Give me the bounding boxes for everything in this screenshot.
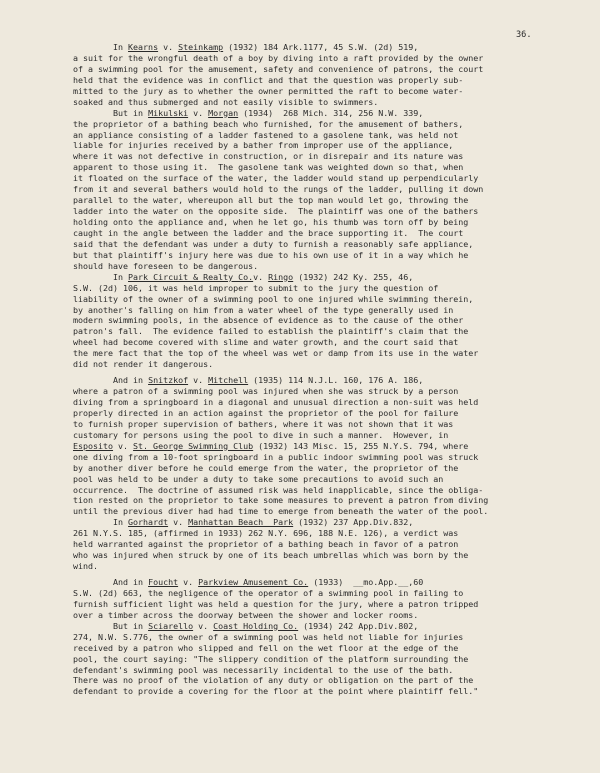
text-segment: parallel to the water, whereupon all but the top man would let go, throwing the <box>73 195 469 206</box>
case-name: Parkview Amusement Co. <box>198 577 309 587</box>
text-segment: an appliance consisting of a ladder fastened to a gasolene tank, was held not <box>73 129 459 140</box>
text-segment: apparent to those using it. The gasolene tank was weighted down so that, when <box>73 162 464 173</box>
text-line <box>73 386 543 397</box>
text-segment: mitted to the jury as to whether the owner permitted the raft to become water- <box>73 85 464 96</box>
text-line <box>73 632 543 643</box>
text-segment: v. <box>168 517 189 528</box>
text-line <box>73 228 543 239</box>
text-segment: pool, the court saying: "The slippery condition of the platform surrounding the <box>73 653 469 664</box>
text-segment: occurrence. The doctrine of assumed risk was held inapplicable, since the obliga- <box>73 484 484 495</box>
case-name: Foucht <box>148 577 179 587</box>
text-segment: who was injured when struck by one of its beach umbrellas which was born by the <box>73 550 469 561</box>
text-segment: tion rested on the proprietor to take some measures to prevent a patron from diving <box>73 495 489 506</box>
text-line <box>73 485 543 496</box>
text-line <box>73 184 543 195</box>
text-line <box>73 506 543 517</box>
text-line <box>73 550 543 561</box>
case-name: Manhattan Beach Park <box>188 517 294 528</box>
text-line <box>73 675 543 686</box>
text-segment: (1932) 143 Misc. 15, 255 N.Y.S. 794, where <box>253 440 469 451</box>
case-name: Coast Holding Co. <box>213 620 299 631</box>
text-line <box>73 86 543 97</box>
text-line <box>73 195 543 206</box>
text-line <box>73 686 543 697</box>
case-name: Sciarello <box>148 620 194 631</box>
text-segment: S.W. (2d) 106, it was held improper to submit to the jury the question of <box>73 282 439 293</box>
text-line <box>73 577 543 588</box>
text-segment: held warranted against the proprietor of a bathing beach in favor of a patron <box>73 539 459 550</box>
text-segment: until the previous diver had had time to emerge from beneath the water of the pool. <box>73 506 489 517</box>
text-line <box>73 419 543 430</box>
text-segment: v. <box>158 42 179 52</box>
text-segment: properly directed in an action against the proprietor of the pool for failure <box>73 407 459 418</box>
text-segment: received by a patron who slipped and fell on the wet floor at the edge of the <box>73 642 459 653</box>
text-line <box>73 108 543 119</box>
text-line <box>73 151 543 162</box>
text-segment: said that the defendant was under a duty to furnish a reasonably safe appliance, <box>73 238 474 249</box>
case-name: Esposito <box>73 440 114 451</box>
text-segment: v. <box>188 107 209 118</box>
text-line <box>73 326 543 337</box>
case-name: Mitchell <box>208 375 249 386</box>
text-line <box>73 654 543 665</box>
text-segment: pool was held to be under a duty to take some precautions to avoid such an <box>73 473 444 484</box>
case-name: Gorhardt <box>128 517 169 528</box>
text-segment: (1934) 268 Mich. 314, 256 N.W. 339, <box>238 107 424 118</box>
text-line <box>73 217 543 228</box>
text-segment: by another diver before he could emerge from the water, the proprietor of the <box>73 462 459 473</box>
text-segment: And in <box>73 577 149 587</box>
text-line <box>73 272 543 283</box>
text-line <box>73 610 543 621</box>
text-line <box>73 294 543 305</box>
text-segment: of a swimming pool for the amusement, safety and convenience of patrons, the court <box>73 63 484 74</box>
text-segment: In <box>73 271 129 282</box>
text-segment: patron's fall. The evidence failed to establish the plaintiff's claim that the <box>73 326 469 337</box>
text-line <box>73 75 543 86</box>
text-line <box>73 452 543 463</box>
text-segment: v. <box>178 577 199 587</box>
text-line <box>73 588 543 599</box>
text-segment: 274, N.W. S.776, the owner of a swimming pool was held not liable for injuries <box>73 631 464 642</box>
text-segment: by another's falling on him from a water wheel of the type generally used in <box>73 304 454 315</box>
text-segment: liability of the owner of a swimming pool to one injured while swimming therein, <box>73 293 474 304</box>
text-line <box>73 397 543 408</box>
case-name: St. George Swimming Club <box>133 440 254 451</box>
case-name: Steinkamp <box>178 42 224 52</box>
text-segment: caught in the angle between the ladder and the brace supporting it. The court <box>73 227 464 238</box>
text-segment: wheel had become covered with slime and water growth, and the court said that <box>73 337 459 348</box>
text-segment: soaked and thus submerged and not easily visible to swimmers. <box>73 96 379 107</box>
text-line <box>73 162 543 173</box>
page-number: 36. <box>516 30 532 40</box>
text-line <box>73 643 543 654</box>
text-segment: v. <box>253 271 269 282</box>
text-line <box>73 561 543 572</box>
text-segment: (1932) 237 App.Div.832, <box>293 517 414 528</box>
text-line <box>73 599 543 610</box>
document-body <box>73 42 543 697</box>
text-line <box>73 250 543 261</box>
text-segment: S.W. (2d) 663, the negligence of the operator of a swimming pool in failing to <box>73 587 464 598</box>
case-name: Park Circuit & Realty Co. <box>128 271 254 282</box>
text-segment: v. <box>113 440 134 451</box>
text-line <box>73 621 543 632</box>
text-line <box>73 495 543 506</box>
text-segment: There was no proof of the violation of any duty or obligation on the part of the <box>73 675 474 686</box>
text-segment: And in <box>73 375 149 386</box>
text-segment: In <box>73 517 129 528</box>
text-line <box>73 517 543 528</box>
text-line <box>73 206 543 217</box>
text-line <box>73 130 543 141</box>
text-segment: holding onto the appliance and, when he let go, his thumb was torn off by being <box>73 217 469 227</box>
paragraph <box>73 375 543 572</box>
text-segment: (1935) 114 N.J.L. 160, 176 A. 186, <box>248 375 424 386</box>
text-line <box>73 283 543 294</box>
text-segment: did not render it dangerous. <box>73 359 214 370</box>
text-segment: liable for injuries received by a bather from improper use of the appliance, <box>73 140 454 151</box>
text-segment: from it and several bathers would hold to the rungs of the ladder, pulling it down <box>73 184 484 195</box>
text-line <box>73 119 543 130</box>
text-segment: held that the evidence was in conflict and that the question was properly sub- <box>73 74 464 85</box>
text-segment: diving from a springboard in a diagonal and unusual direction a non-suit was held <box>73 397 479 407</box>
text-line <box>73 539 543 550</box>
case-name: Ringo <box>268 271 294 282</box>
text-line <box>73 53 543 64</box>
text-segment: (1934) 242 App.Div.802, <box>298 620 419 631</box>
text-segment: over a timber across the doorway between the shower and locker rooms. <box>73 609 419 620</box>
text-line <box>73 375 543 386</box>
paragraph <box>73 42 543 370</box>
text-line <box>73 408 543 419</box>
text-segment: should have foreseen to be dangerous. <box>73 260 259 271</box>
text-segment: it floated on the surface of the water, the ladder would stand up perpendicularly <box>73 173 479 184</box>
text-line <box>73 315 543 326</box>
text-segment: 261 N.Y.S. 185, (affirmed in 1933) 262 N.Y. 696, 188 N.E. 126), a verdict was <box>73 528 459 539</box>
text-segment: to furnish proper supervision of bathers, where it was not shown that it was <box>73 418 454 429</box>
text-segment: In <box>73 42 129 52</box>
case-name: Kearns <box>128 42 159 52</box>
text-segment: But in <box>73 107 149 118</box>
text-line <box>73 359 543 370</box>
text-line <box>73 140 543 151</box>
text-segment: one diving from a 10-foot springboard in a public indoor swimming pool was struck <box>73 451 479 462</box>
text-segment: the mere fact that the top of the wheel was wet or damp from its use in the water <box>73 348 479 359</box>
paragraph <box>73 577 543 697</box>
text-segment: defendant to provide a covering for the floor at the point where plaintiff fell." <box>73 686 479 697</box>
text-segment: where a patron of a swimming pool was injured when she was struck by a person <box>73 386 459 397</box>
text-segment: a suit for the wrongful death of a boy by diving into a raft provided by the owner <box>73 52 484 63</box>
text-segment: (1932) 184 Ark.1177, 45 S.W. (2d) 519, <box>223 42 419 52</box>
text-segment: (1933) __mo.App.__,60 <box>308 577 424 587</box>
text-line <box>73 348 543 359</box>
text-segment: (1932) 242 Ky. 255, 46, <box>293 271 414 282</box>
text-line <box>73 97 543 108</box>
text-line <box>73 474 543 485</box>
text-line <box>73 665 543 676</box>
text-segment: customary for persons using the pool to dive in such a manner. However, in <box>73 429 449 440</box>
text-line <box>73 441 543 452</box>
text-segment: modern swimming pools, in the absence of evidence as to the cause of the other <box>73 315 464 326</box>
text-segment: But in <box>73 620 149 631</box>
case-name: Snitzkof <box>148 375 189 386</box>
text-line <box>73 173 543 184</box>
text-line <box>73 42 543 53</box>
text-segment: wind. <box>73 561 99 572</box>
text-segment: defendant's swimming pool was necessarily incidental to the use of the bath. <box>73 664 454 675</box>
case-name: Mikulski <box>148 107 189 118</box>
text-segment: where it was not defective in construction, or in disrepair and its nature was <box>73 151 464 162</box>
text-segment: the proprietor of a bathing beach who furnished, for the amusement of bathers, <box>73 118 464 129</box>
text-segment: v. <box>188 375 209 386</box>
case-name: Morgan <box>208 107 239 118</box>
text-segment: furnish sufficient light was held a question for the jury, where a patron tripped <box>73 598 479 609</box>
text-line <box>73 528 543 539</box>
text-segment: but that plaintiff's injury here was due to his own use of it in a way which he <box>73 249 469 260</box>
text-line <box>73 305 543 316</box>
text-line <box>73 337 543 348</box>
text-line <box>73 261 543 272</box>
text-segment: ladder into the water on the opposite side. The plaintiff was one of the bathers <box>73 206 479 217</box>
text-segment: v. <box>193 620 214 631</box>
text-line <box>73 64 543 75</box>
text-line <box>73 430 543 441</box>
text-line <box>73 463 543 474</box>
text-line <box>73 239 543 250</box>
